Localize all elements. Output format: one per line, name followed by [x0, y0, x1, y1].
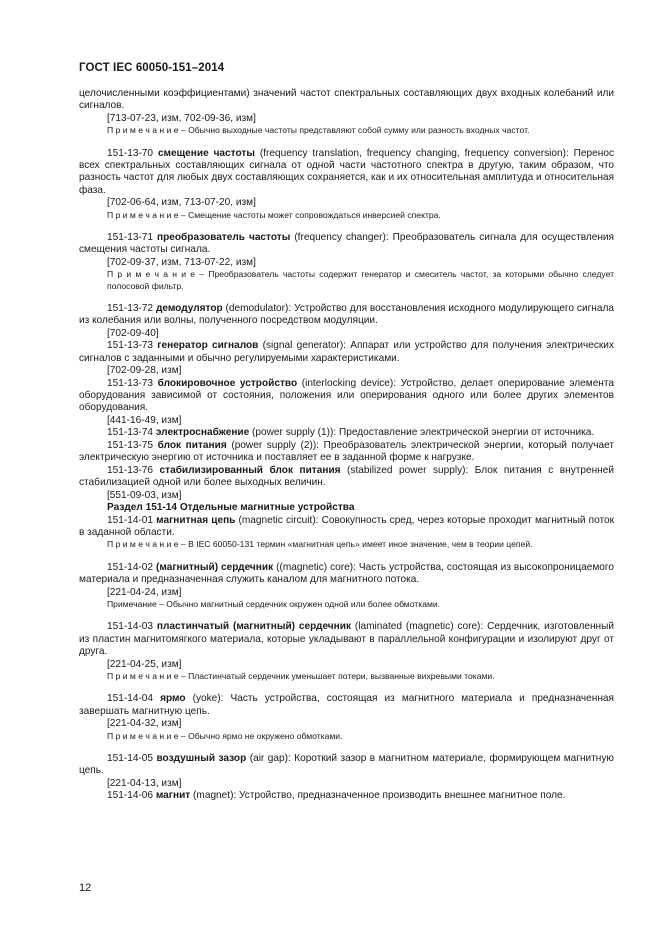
- term-entry-151-13-74: 151-13-74 электроснабжение (power supply (1)): Предоставление электрической энергии от источника.: [107, 427, 595, 439]
- term-entry-151-13-76: 151-13-76 стабилизированный блок питания (stabilized power supply): Блок питания с внутренней стабилизацией одной или более выходных величин.: [79, 464, 615, 489]
- term-entry-151-14-01: 151-14-01 магнитная цепь (magnetic circuit): Совокупность сред, через которые проходит магнитный поток в заданной области.: [79, 514, 615, 538]
- note: П р и м е ч а н и е – Обычно ярмо не окружено обмотками.: [107, 730, 343, 741]
- term-entry-151-13-73: 151-13-73 генератор сигналов (signal generator): Аппарат или устройство для получения электрических сигналов с заданными и обычно регулируемыми характеристиками.: [79, 340, 614, 364]
- note: П р и м е ч а н и е – В IEC 60050-131 термин «магнитная цепь» имеет иное значение, чем в теории цепей.: [107, 539, 533, 550]
- reference: [221-04-24, изм]: [107, 586, 182, 598]
- term-entry-151-13-71: 151-13-71 преобразователь частоты (frequency changer): Преобразователь сигнала для осуществления смещения частоты сигнала.: [79, 232, 615, 256]
- note: П р и м е ч а н и е – Преобразователь частоты содержит генератор и смеситель частот, за которыми обычно следует полосовой фильтр.: [107, 269, 615, 291]
- page-number: 12: [79, 882, 92, 894]
- reference: [702-06-64, изм, 713-07-20, изм]: [107, 197, 256, 209]
- term-entry-151-14-03: 151-14-03 пластинчатый (магнитный) сердечник (laminated (magnetic) core): Сердечник, изготовленный из пластин магнитомягкого материала, которые укладывают в параллельной конфигурации и изолируют друг от друга.: [79, 621, 615, 658]
- paragraph-continuation: целочисленными коэффициентами) значений частот спектральных составляющих двух входных колебаний или сигналов.: [79, 88, 614, 112]
- reference: [221-04-32, изм]: [107, 718, 182, 730]
- reference: [221-04-25, изм]: [107, 658, 182, 670]
- term-entry-151-13-72: 151-13-72 демодулятор (demodulator): Устройство для восстановления исходного модулирующего сигнала из колебания или волны, полученного посредством модуляции.: [79, 302, 614, 327]
- document-header-title: ГОСТ IEC 60050-151–2014: [79, 62, 225, 74]
- reference: [441-16-49, изм]: [107, 414, 182, 426]
- section-heading: Раздел 151-14 Отдельные магнитные устройства: [107, 502, 355, 514]
- reference: [551-09-03, изм]: [107, 489, 182, 501]
- term-entry-151-13-70: 151-13-70 смещение частоты (frequency translation, frequency changing, frequency conversion): Перенос всех спектральных составляющих сигнала от одной части частотного спектра в другую, таким образом, что разность частот для любых двух составляющих сохраняется, как и их относительная амплитуда и относительная фаза.: [79, 147, 615, 196]
- reference: [221-04-13, изм]: [107, 777, 182, 789]
- term-entry-151-14-02: 151-14-02 (магнитный) сердечник ((magnetic) core): Часть устройства, состоящая из высокопроницаемого материала и предназначенная служить каналом для магнитного потока.: [79, 561, 614, 586]
- term-entry-151-14-05: 151-14-05 воздушный зазор (air gap): Короткий зазор в магнитном материале, формирующем магнитную цепь.: [79, 752, 614, 777]
- reference: [713-07-23, изм, 702-09-36, изм]: [107, 112, 256, 124]
- term-entry-151-14-04: 151-14-04 ярмо (yoke): Часть устройства, состоящая из магнитного материала и предназначенная завершать магнитную цепь.: [79, 693, 614, 717]
- term-entry-151-14-06: 151-14-06 магнит (magnet): Устройство, предназначенное производить внешнее магнитное поле.: [107, 790, 566, 802]
- note: Примечание – Обычно магнитный сердечник окружен одной или более обмотками.: [107, 598, 441, 609]
- note: П р и м е ч а н и е – Обычно выходные частоты представляют собой сумму или разность входных частот.: [107, 125, 530, 136]
- reference: [702-09-40]: [107, 327, 159, 339]
- reference: [702-09-37, изм, 713-07-22, изм]: [107, 256, 256, 268]
- term-entry-151-13-75: 151-13-75 блок питания (power supply (2)): Преобразователь электрической энергии, который получает электрическую энергию от источника и поставляет ее в заданной форме к нагрузке.: [79, 439, 614, 464]
- reference: [702-09-28, изм]: [107, 365, 182, 377]
- document-body: [79, 88, 614, 803]
- term-entry-151-13-73b: 151-13-73 блокировочное устройство (interlocking device): Устройство, делает оперирование элемента оборудования зависимой от состояния, положения или оперирования одного или более других элементов оборудования.: [79, 377, 615, 414]
- note: П р и м е ч а н и е – Смещение частоты может сопровождаться инверсией спектра.: [107, 209, 441, 220]
- note: П р и м е ч а н и е – Пластинчатый сердечник уменьшает потери, вызванные вихревыми токами.: [107, 670, 495, 681]
